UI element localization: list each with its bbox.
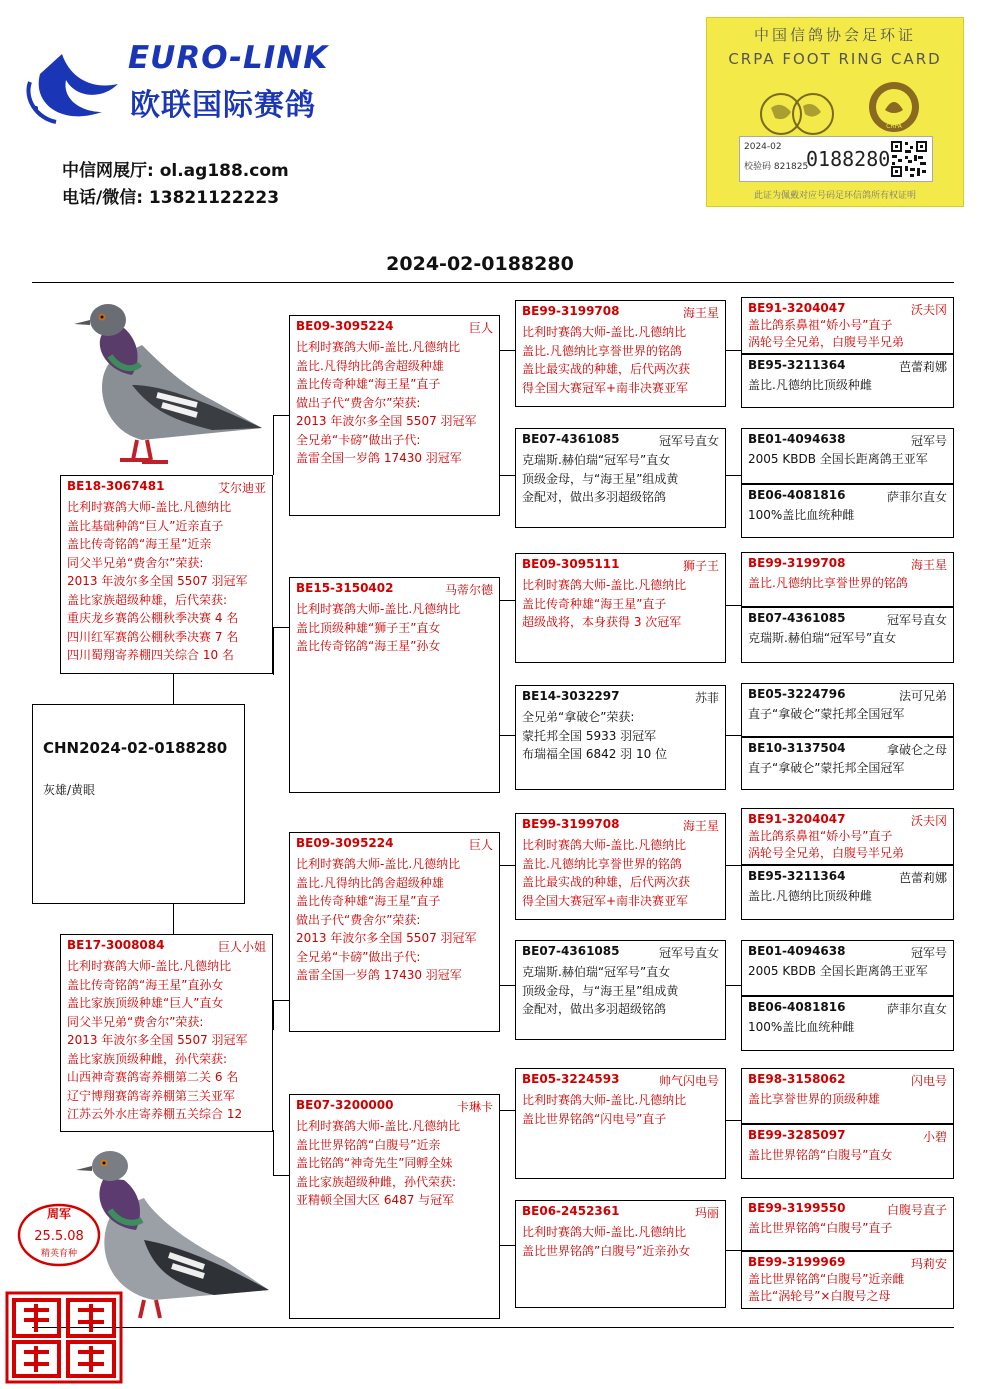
card-line: 盖比传奇种雄“海王星”直子: [296, 377, 441, 391]
sire-card: [60, 475, 273, 674]
card-line: 比利时赛鸽大师-盖比.凡德纳比: [522, 1093, 687, 1107]
card-name: 巨人: [468, 838, 493, 852]
ancestor-card: [741, 297, 954, 354]
card-line: 盖比.凡得纳比鸽舍超级种雄: [296, 358, 444, 373]
ring-card: [706, 17, 964, 207]
card-line: 盖比传奇铭鸽“海王星”孙女: [296, 639, 441, 653]
connector: [273, 1000, 274, 1030]
card-line: 克瑞斯.赫伯瑞“冠军号”直女: [522, 453, 671, 467]
card-line: 盖比世界铭鸽“白腹号”近亲雌: [748, 1272, 905, 1286]
ancestor-card: [741, 428, 954, 484]
card-line: 比利时赛鸽大师-盖比.凡德纳比: [296, 857, 461, 871]
card-line: 盖比最实战的种雄，后代两次获: [522, 875, 691, 889]
card-name: 马蒂尔德: [444, 583, 493, 597]
card-line: 涡轮号全兄弟，白腹号半兄弟: [748, 846, 905, 860]
connector: [726, 1120, 741, 1121]
card-name: 冠军号直女: [658, 434, 719, 448]
card-line: 做出子代“费舍尔”荣获:: [296, 912, 421, 927]
card-name: 白腹号直子: [886, 1203, 947, 1217]
connector: [500, 865, 515, 866]
card-name: 苏菲: [694, 691, 719, 705]
great-grandparent-card: [515, 940, 726, 1040]
subject-desc: 灰雄/黄眼: [43, 783, 96, 797]
card-ring: BE09-3095224: [296, 319, 394, 333]
card-line: 盖比“涡轮号”×白腹号之母: [748, 1289, 891, 1303]
card-line: 克瑞斯.赫伯瑞“冠军号”直女: [748, 631, 897, 645]
card-line: 做出子代“费舍尔”荣获:: [296, 395, 421, 410]
card-line: 2005 KBDB 全国长距离鸽王亚军: [748, 964, 928, 978]
connector: [500, 600, 515, 601]
card-ring: BE01-4094638: [748, 432, 846, 446]
subject-ring: CHN2024-02-0188280: [43, 739, 228, 757]
card-line: 盖比鸽系鼻祖“娇小号”直子: [748, 829, 893, 843]
logo-text-cn: 欧联国际赛鸽: [130, 88, 316, 123]
grandparent-card: [289, 315, 500, 516]
card-line: 比利时赛鸽大师-盖比.凡德纳比: [296, 1119, 461, 1133]
card-line: 盖比传奇种雄“海王星”直子: [296, 894, 441, 908]
card-line: 蒙托邦全国 5933 羽冠军: [522, 728, 657, 743]
card-name: 巨人: [468, 321, 493, 335]
card-name: 芭蕾莉娜: [898, 871, 947, 885]
great-grandparent-card: [515, 1200, 726, 1308]
card-ring: BE14-3032297: [522, 689, 620, 703]
card-line: 亚精顿全国大区 6487 与冠军: [296, 1193, 455, 1207]
dam-line: 山西神奇赛鸽寄养棚第二关 6 名: [67, 1070, 239, 1084]
dam-line: 同父半兄弟“费舍尔”荣获:: [67, 1014, 204, 1029]
card-name: 闪电号: [910, 1074, 947, 1088]
subject-card: [32, 704, 245, 904]
card-line: 盖比世界铭鸽”白腹号”近亲孙女: [522, 1243, 691, 1258]
card-line: 盖比世界铭鸽“白腹号”直女: [748, 1148, 893, 1162]
card-ring: BE95-3211364: [748, 358, 846, 372]
dam-card: [60, 934, 273, 1132]
card-line: 100%盖比血统种雌: [748, 1020, 855, 1034]
ancestor-card: [741, 940, 954, 996]
card-name: 萨菲尔直女: [886, 490, 947, 504]
qr-code-icon: [890, 140, 928, 178]
grandparent-card: [289, 577, 500, 793]
card-line: 比利时赛鸽大师-盖比.凡德纳比: [522, 325, 687, 339]
card-name: 冠军号直女: [658, 946, 719, 960]
sire-line: 盖比传奇铭鸽“海王星”近亲: [67, 537, 212, 551]
card-ring: BE99-3199708: [522, 817, 620, 831]
card-ring: BE99-3199969: [748, 1255, 846, 1269]
ring-check-code: 校验码 821825: [744, 162, 809, 172]
sire-ring: BE18-3067481: [67, 479, 165, 493]
card-ring: BE99-3199708: [522, 304, 620, 318]
dam-line: 比利时赛鸽大师-盖比.凡德纳比: [67, 959, 232, 973]
card-line: 比利时赛鸽大师-盖比.凡德纳比: [522, 838, 687, 852]
card-name: 小碧: [922, 1130, 947, 1144]
card-ring: BE09-3095224: [296, 836, 394, 850]
connector: [726, 985, 741, 986]
card-ring: BE15-3150402: [296, 581, 394, 595]
card-ring: BE10-3137504: [748, 741, 846, 755]
great-grandparent-card: [515, 1068, 726, 1179]
dam-name: 巨人小姐: [217, 940, 266, 954]
card-line: 直子“拿破仑”蒙托邦全国冠军: [748, 707, 905, 721]
connector: [726, 735, 741, 736]
card-line: 布瑞福全国 6842 羽 10 位: [522, 747, 668, 761]
card-line: 盖比世界铭鸽“闪电号”直子: [522, 1111, 667, 1126]
card-ring: BE06-4081816: [748, 1000, 846, 1014]
ring-card-note: 此证为佩戴对应号码足环信鸽所有权证明: [753, 191, 916, 201]
card-line: 盖比.凡德纳比享誉世界的铭鸽: [522, 856, 682, 871]
card-line: 全兄弟“卡磅”做出子代:: [296, 432, 421, 447]
card-line: 盖比顶级种雄“狮子王”直女: [296, 620, 441, 635]
card-line: 涡轮号全兄弟，白腹号半兄弟: [748, 335, 905, 349]
connector: [273, 1000, 289, 1001]
connector: [273, 627, 274, 675]
connector: [273, 415, 274, 475]
sire-name: 艾尔迪亚: [217, 481, 266, 495]
ancestor-card: [741, 552, 954, 607]
card-line: 顶级金母，与“海王星”组成黄: [522, 471, 679, 486]
card-ring: BE91-3204047: [748, 812, 846, 826]
sire-line: 四川红军赛鸽公棚秋季决赛 7 名: [67, 629, 239, 644]
crpa-seal-label: CRPA: [886, 123, 902, 130]
ancestor-card: [741, 1197, 954, 1251]
sire-line: 盖比家族超级种雄，后代荣获:: [67, 592, 228, 607]
ancestor-card: [741, 808, 954, 865]
card-line: 盖比.凡得纳比鸽舍超级种雄: [296, 875, 444, 890]
ring-card-title-cn: 中国信鸽协会足环证: [753, 26, 916, 44]
card-ring: BE07-4361085: [748, 611, 846, 625]
card-name: 玛莉安: [910, 1257, 947, 1271]
stamp-label: 精英育种: [40, 1249, 78, 1259]
card-line: 盖比世界铭鸽“白腹号”直子: [748, 1221, 893, 1235]
seal-stamp-icon: [4, 1290, 124, 1385]
dam-line: 辽宁博翔赛鸽寄养棚第三关亚军: [67, 1088, 236, 1103]
card-line: 盖比.凡德纳比享誉世界的铭鸽: [748, 576, 908, 590]
card-name: 玛丽: [694, 1206, 719, 1220]
card-ring: BE01-4094638: [748, 944, 846, 958]
card-line: 盖雷全国一岁鸽 17430 羽冠军: [296, 968, 462, 982]
connector: [173, 904, 174, 934]
ring-number: 0188280: [806, 147, 891, 171]
card-line: 比利时赛鸽大师-盖比.凡德纳比: [522, 578, 687, 592]
card-name: 帅气闪电号: [658, 1074, 719, 1088]
card-name: 冠军号: [910, 434, 947, 448]
card-ring: BE05-3224796: [748, 687, 846, 701]
card-line: 比利时赛鸽大师-盖比.凡德纳比: [296, 340, 461, 354]
card-line: 直子“拿破仑”蒙托邦全国冠军: [748, 761, 905, 775]
card-line: 2005 KBDB 全国长距离鸽王亚军: [748, 452, 928, 466]
ancestor-card: [741, 354, 954, 408]
card-line: 比利时赛鸽大师-盖比.凡德纳比: [522, 1225, 687, 1239]
ancestor-card: [741, 737, 954, 790]
card-name: 海王星: [910, 558, 947, 572]
ancestor-card: [741, 1068, 954, 1124]
great-grandparent-card: [515, 685, 726, 790]
grandparent-card: [289, 832, 500, 1032]
card-name: 沃夫冈: [910, 303, 947, 317]
card-line: 得全国大赛冠军+南非决赛亚军: [522, 380, 689, 395]
great-grandparent-card: [515, 813, 726, 920]
globe-emblem-icon: [757, 86, 837, 142]
card-name: 法可兄弟: [898, 689, 947, 703]
sire-line: 四川蜀翔寄养棚四关综合 10 名: [67, 648, 234, 662]
card-line: 金配对，做出多羽超级铭鸽: [522, 490, 667, 504]
card-line: 盖比铭鸽“神奇先生”同孵全妹: [296, 1156, 453, 1170]
card-line: 盖比世界铭鸽“白腹号”近亲: [296, 1137, 441, 1152]
ancestor-card: [741, 1251, 954, 1309]
card-name: 冠军号: [910, 946, 947, 960]
grandparent-card: [289, 1094, 500, 1319]
connector: [173, 674, 174, 704]
connector: [500, 985, 515, 986]
card-line: 比利时赛鸽大师-盖比.凡德纳比: [296, 602, 461, 616]
card-name: 海王星: [682, 819, 719, 833]
phone-text: 电话/微信: 13821122223: [62, 188, 280, 208]
breeder-stamp-icon: [16, 1202, 102, 1268]
card-ring: BE09-3095111: [522, 557, 620, 571]
sire-line: 同父半兄弟“费舍尔”荣获:: [67, 555, 204, 570]
dam-line: 盖比传奇铭鸽“海王星”直孙女: [67, 977, 224, 992]
card-line: 100%盖比血统种雌: [748, 508, 855, 522]
connector: [726, 865, 741, 866]
card-ring: BE07-4361085: [522, 944, 620, 958]
connector: [726, 605, 741, 606]
card-ring: BE06-4081816: [748, 488, 846, 502]
card-line: 全兄弟“卡磅”做出子代:: [296, 949, 421, 964]
pigeon-photo-icon: [62, 290, 272, 470]
card-line: 盖比.凡德纳比享誉世界的铭鸽: [522, 343, 682, 358]
card-line: 克瑞斯.赫伯瑞“冠军号”直女: [522, 965, 671, 979]
card-line: 盖比传奇种雄“海王星”直子: [522, 596, 667, 611]
connector: [500, 735, 515, 736]
dam-line: 盖比家族顶级种雌，孙代荣获:: [67, 1051, 228, 1066]
card-line: 盖比.凡德纳比顶级种雌: [748, 378, 872, 392]
dam-line: 盖比家族顶级种雄“巨人”直女: [67, 996, 224, 1010]
card-line: 盖雷全国一岁鸽 17430 羽冠军: [296, 451, 462, 465]
card-ring: BE06-2452361: [522, 1204, 620, 1218]
connector: [726, 475, 741, 476]
top-divider: [32, 282, 954, 283]
ancestor-card: [741, 996, 954, 1051]
ancestor-card: [741, 1124, 954, 1179]
ring-number-strip: [739, 136, 933, 182]
crpa-seal-icon: [867, 80, 921, 134]
card-line: 2013 年波尔多全国 5507 羽冠军: [296, 931, 477, 945]
connector: [273, 1130, 274, 1175]
ring-date: 2024-02: [744, 142, 782, 152]
pedigree-id: 2024-02-0188280: [386, 253, 574, 275]
ancestor-card: [741, 607, 954, 663]
card-ring: BE07-3200000: [296, 1098, 394, 1112]
stamp-name: 周军: [46, 1207, 72, 1221]
card-ring: BE98-3158062: [748, 1072, 846, 1086]
card-name: 沃夫冈: [910, 814, 947, 828]
card-name: 海王星: [682, 306, 719, 320]
card-line: 盖比最实战的种雄，后代两次获: [522, 362, 691, 376]
card-ring: BE99-3199708: [748, 556, 846, 570]
ancestor-card: [741, 865, 954, 920]
card-ring: BE05-3224593: [522, 1072, 620, 1086]
connector: [500, 1245, 515, 1246]
card-line: 超级战将，本身获得 3 次冠军: [522, 615, 682, 629]
card-line: 盖比鸽系鼻祖“娇小号”直子: [748, 318, 893, 332]
dam-ring: BE17-3008084: [67, 938, 165, 952]
sire-line: 重庆龙乡赛鸽公棚秋季决赛 4 名: [67, 611, 239, 625]
great-grandparent-card: [515, 300, 726, 407]
card-line: 金配对，做出多羽超级铭鸽: [522, 1002, 667, 1016]
sire-line: 2013 年波尔多全国 5507 羽冠军: [67, 574, 248, 588]
connector: [273, 1175, 289, 1176]
card-ring: BE07-4361085: [522, 432, 620, 446]
connector: [500, 475, 515, 476]
sire-line: 比利时赛鸽大师-盖比.凡德纳比: [67, 500, 232, 514]
card-line: 全兄弟“拿破仑”荣获:: [522, 710, 635, 724]
card-line: 2013 年波尔多全国 5507 羽冠军: [296, 414, 477, 428]
card-line: 盖比享誉世界的顶级种雄: [748, 1092, 881, 1106]
card-ring: BE99-3285097: [748, 1128, 846, 1142]
connector: [273, 415, 289, 416]
connector: [500, 1110, 515, 1111]
connector: [726, 350, 741, 351]
card-ring: BE99-3199550: [748, 1201, 846, 1215]
card-ring: BE95-3211364: [748, 869, 846, 883]
card-name: 卡琳卡: [456, 1100, 493, 1114]
card-name: 萨菲尔直女: [886, 1002, 947, 1016]
connector: [500, 350, 515, 351]
card-line: 顶级金母，与“海王星”组成黄: [522, 983, 679, 998]
connector: [726, 1250, 741, 1251]
great-grandparent-card: [515, 428, 726, 528]
ancestor-card: [741, 484, 954, 538]
dam-line: 江苏云外水庄寄养棚五关综合 12: [67, 1107, 243, 1121]
card-name: 狮子王: [682, 559, 719, 573]
dam-line: 2013 年波尔多全国 5507 羽冠军: [67, 1033, 248, 1047]
card-name: 拿破仑之母: [886, 743, 947, 757]
card-line: 盖比.凡德纳比顶级种雌: [748, 889, 872, 903]
card-line: 盖比家族超级种雌，孙代荣获:: [296, 1174, 457, 1189]
great-grandparent-card: [515, 553, 726, 663]
stamp-date: 25.5.08: [34, 1229, 84, 1244]
logo-text-en: EURO-LINK: [128, 40, 329, 76]
card-line: 得全国大赛冠军+南非决赛亚军: [522, 893, 689, 908]
ancestor-card: [741, 683, 954, 737]
website-text: 中信网展厅: ol.ag188.com: [62, 161, 289, 181]
ring-card-title-en: CRPA FOOT RING CARD: [728, 50, 942, 68]
card-name: 芭蕾莉娜: [898, 360, 947, 374]
card-ring: BE91-3204047: [748, 301, 846, 315]
connector: [273, 627, 289, 628]
card-name: 冠军号直女: [886, 613, 947, 627]
sire-line: 盖比基础种鸽“巨人”近亲直子: [67, 518, 224, 533]
